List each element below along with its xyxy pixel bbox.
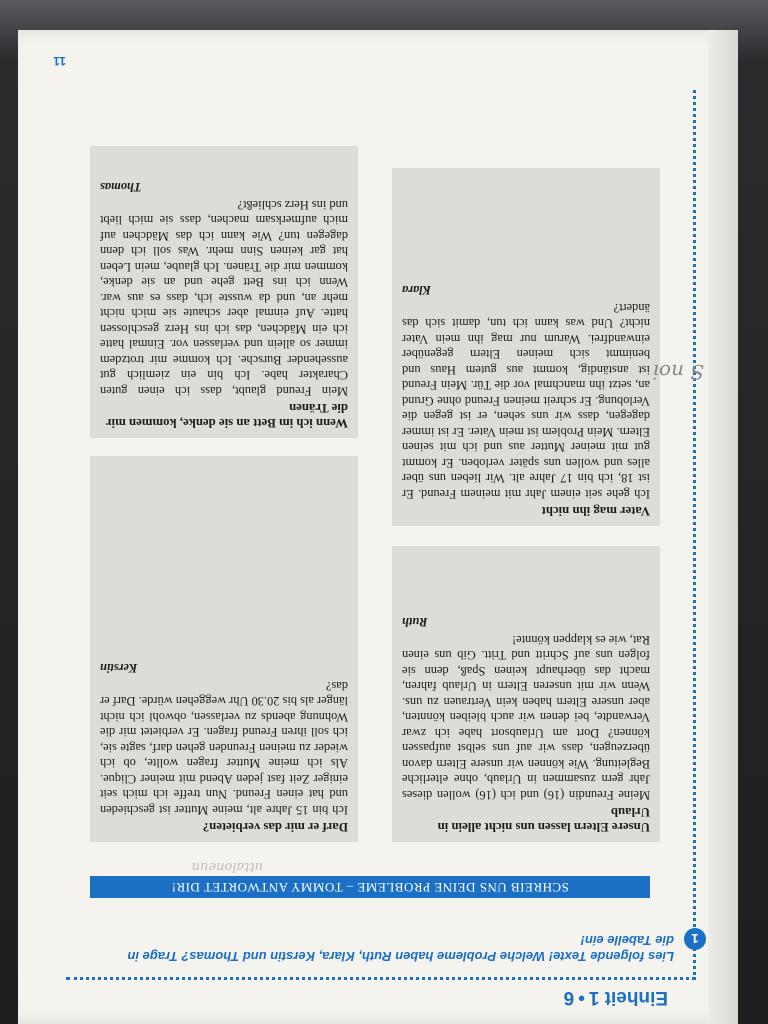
rotated-page-content (18, 30, 738, 1024)
letter-signature: Kerstin (100, 661, 138, 676)
letter-card-ruth (392, 546, 660, 842)
letter-signature: Thomas (100, 180, 142, 195)
unit-label: Einheit 1 (588, 987, 668, 1008)
letter-title: Darf er mir das verbieten? (202, 820, 348, 834)
dotted-rule-horizontal (66, 977, 696, 980)
letter-body: Ich bin 15 Jahre alt, meine Mutter ist geschieden und hat einen Freund. Nun treffe ich mich seit einiger Zeit fast jeden Abend mit meiner Clique. Als ich meine Mutter fragen wollte, ob ich wieder zu meinen Freunden gehen darf, sagte sie, ich soll ihren Freund fragen. Er verbietet mir die Wohnung abends zu verlassen, obwohl ich nicht länger als bis 20.30 Uhr weggehen würde. Darf er das? (100, 679, 348, 817)
exercise-number-badge: 1 (684, 928, 706, 950)
pencil-margin-note: S noi (652, 360, 704, 384)
letter-body: Meine Freundin (16) und ich (16) wollen dieses Jahr gern zusammen in Urlaub, ohne elterliche Begleitung. Wie können wir unsere Eltern davon überzeugen, dass wir auf uns selbst aufpassen können? Dort am Urlaubsort habe ich zwar Verwandte, bei denen wir auch bleiben könnten, aber unsere Eltern haben kein Vertrauen zu uns. Wenn wir mit unseren Eltern in Urlaub fahren, macht das überhaupt keinen Spaß, denn sie folgen uns auf Schritt und Tritt. Gib uns einen Rat, wie es klappen könnte! (402, 633, 650, 802)
dotted-rule-vertical (693, 90, 696, 980)
unit-heading (564, 986, 668, 1008)
letter-card-klara (392, 168, 660, 526)
letter-card-kerstin (90, 456, 358, 842)
page-number: 11 (53, 54, 66, 68)
letter-title: Vater mag ihn nicht (541, 504, 650, 518)
letter-title: Unsere Eltern lassen uns nicht allein in Urlaub (437, 805, 650, 834)
unit-number: 6 (563, 987, 575, 1008)
letter-signature: Klara (402, 283, 431, 298)
unit-separator-icon: • (578, 987, 585, 1008)
letter-signature: Ruth (402, 615, 428, 630)
section-banner: SCHREIB UNS DEINE PROBLEME – TOMMY ANTWORTET DIR! (90, 876, 650, 898)
letter-body: Mein Freund glaubt, dass ich einen guten Charakter habe. Ich bin ein ziemlich gut aussehender Bursche. Ich komme mir trotzdem immer so allein und verlassen vor. Einmal hatte ich ein Mädchen, das ich ins Herz geschlossen hatte. Auf einmal aber schaute sie mich nicht mehr an, und da wusste ich, dass es aus war. Wenn ich ins Bett gehe und an sie denke, kommen mir die Tränen. Ich glaube, mein Leben hat gar keinen Sinn mehr. Was soll ich denn dagegen tun? Wie kann ich das Mädchen auf mich aufmerksam machen, dass sie mich liebt und ins Herz schließt? (100, 198, 348, 398)
handwritten-note: uttaloneun (191, 859, 263, 874)
letter-card-thomas (90, 146, 358, 438)
exercise-instruction: Lies folgende Texte! Welche Probleme haben Ruth, Klara, Kerstin und Thomas? Trage in die Tabelle ein! (127, 933, 674, 964)
letter-title: Wenn ich im Bett an sie denke, kommen mir die Tränen (106, 401, 348, 430)
letter-body: Ich gehe seit einem Jahr mit meinem Freund. Er ist 18, ich bin 17 Jahre alt. Wir lieben uns über alles und wollen uns später verloben. Er kommt gut mit meiner Mutter aus und ich mit seinen Eltern. Mein Problem ist mein Vater. Er ist immer dagegen, dass wir uns sehen, er ist gegen die Verlobung. Er schreit meinen Freund ohne Grund an, setzt ihn manchmal vor die Tür. Mein Freund ist anständig, kommt aus gutem Haus und benimmt sich meinen Eltern gegenüber einwandfrei. Warum nur mag ihn mein Vater nicht? Und was kann ich tun, damit sich das ändert? (402, 301, 650, 501)
book-page (18, 30, 738, 1024)
